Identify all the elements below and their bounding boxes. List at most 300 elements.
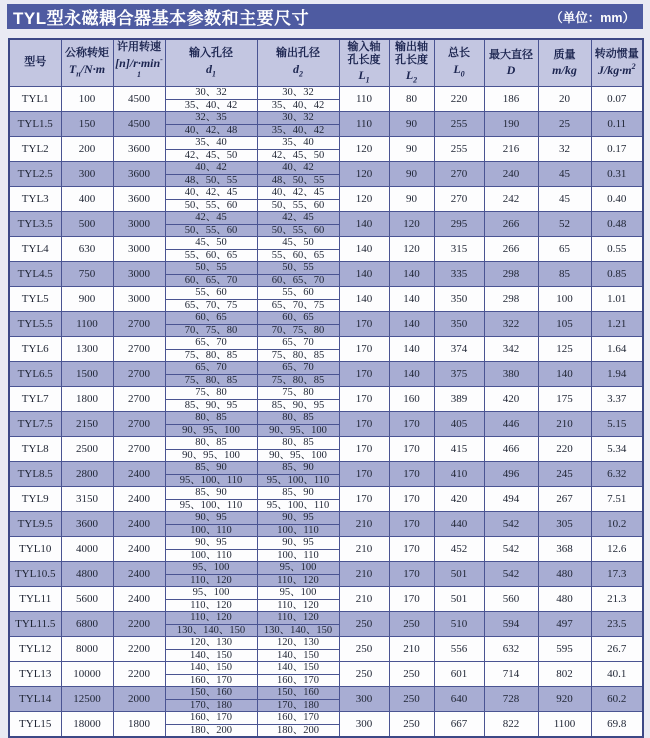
cell-total-length: 335: [434, 262, 484, 287]
cell-output-bore: 40、42 48、50、55: [257, 162, 339, 187]
table-row-TYL11: [9, 587, 643, 612]
cell-inertia: 6.32: [591, 462, 643, 487]
cell-input-shaft-length: 110: [339, 87, 389, 112]
column-header-3: 许用转速 $[n]/r\cdot\min^{-1}$: [113, 39, 165, 87]
cell-input-shaft-length: 110: [339, 112, 389, 137]
cell-model: TYL4.5: [9, 262, 61, 287]
column-header-9: 最大直径 D: [484, 39, 538, 87]
cell-torque: 3600: [61, 512, 113, 537]
cell-total-length: 350: [434, 287, 484, 312]
table-row-TYL10.5: [9, 562, 643, 587]
cell-total-length: 452: [434, 537, 484, 562]
cell-input-shaft-length: 210: [339, 562, 389, 587]
cell-speed: 3600: [113, 187, 165, 212]
title-bar: [7, 4, 643, 29]
cell-speed: 2400: [113, 462, 165, 487]
cell-output-shaft-length: 170: [389, 562, 434, 587]
cell-inertia: 0.40: [591, 187, 643, 212]
cell-speed: 2700: [113, 337, 165, 362]
cell-input-shaft-length: 170: [339, 362, 389, 387]
column-header-10: 质量 m/kg: [538, 39, 591, 87]
cell-output-shaft-length: 140: [389, 287, 434, 312]
column-header-4: 输入孔径 $d_1$: [165, 39, 257, 87]
table-header-row: [9, 39, 643, 87]
table-row-TYL2: [9, 137, 643, 162]
cell-input-bore: 40、42、45 50、55、60: [165, 187, 257, 212]
cell-torque: 10000: [61, 662, 113, 687]
cell-input-shaft-length: 170: [339, 337, 389, 362]
cell-speed: 2400: [113, 537, 165, 562]
cell-inertia: 0.07: [591, 87, 643, 112]
cell-input-bore: 85、90 95、100、110: [165, 487, 257, 512]
cell-speed: 2400: [113, 512, 165, 537]
cell-output-bore: 50、55 60、65、70: [257, 262, 339, 287]
cell-inertia: 10.2: [591, 512, 643, 537]
cell-mass: 480: [538, 562, 591, 587]
cell-max-diameter: 380: [484, 362, 538, 387]
cell-total-length: 270: [434, 162, 484, 187]
cell-output-shaft-length: 120: [389, 237, 434, 262]
cell-inertia: 21.3: [591, 587, 643, 612]
cell-mass: 245: [538, 462, 591, 487]
cell-total-length: 350: [434, 312, 484, 337]
cell-output-shaft-length: 90: [389, 187, 434, 212]
cell-speed: 2700: [113, 412, 165, 437]
table-row-TYL8: [9, 437, 643, 462]
table-row-TYL4.5: [9, 262, 643, 287]
cell-model: TYL3: [9, 187, 61, 212]
cell-total-length: 556: [434, 637, 484, 662]
cell-model: TYL7: [9, 387, 61, 412]
cell-inertia: 7.51: [591, 487, 643, 512]
cell-total-length: 295: [434, 212, 484, 237]
cell-speed: 4500: [113, 112, 165, 137]
table-row-TYL6: [9, 337, 643, 362]
cell-inertia: 12.6: [591, 537, 643, 562]
cell-input-bore: 35、40 42、45、50: [165, 137, 257, 162]
cell-output-bore: 90、95 100、110: [257, 512, 339, 537]
cell-output-bore: 85、90 95、100、110: [257, 462, 339, 487]
cell-input-bore: 45、50 55、60、65: [165, 237, 257, 262]
cell-model: TYL13: [9, 662, 61, 687]
cell-speed: 2700: [113, 312, 165, 337]
cell-max-diameter: 266: [484, 212, 538, 237]
table-row-TYL7: [9, 387, 643, 412]
cell-output-bore: 65、70 75、80、85: [257, 362, 339, 387]
cell-torque: 500: [61, 212, 113, 237]
cell-output-shaft-length: 170: [389, 412, 434, 437]
page-title: TYL型永磁耦合器基本参数和主要尺寸: [13, 9, 310, 28]
cell-mass: 100: [538, 287, 591, 312]
cell-output-bore: 30、32 35、40、42: [257, 112, 339, 137]
cell-output-bore: 95、100 110、120: [257, 562, 339, 587]
cell-torque: 1500: [61, 362, 113, 387]
cell-output-bore: 140、150 160、170: [257, 662, 339, 687]
cell-output-bore: 110、120 130、140、150: [257, 612, 339, 637]
cell-output-bore: 120、130 140、150: [257, 637, 339, 662]
cell-model: TYL8.5: [9, 462, 61, 487]
cell-input-bore: 60、65 70、75、80: [165, 312, 257, 337]
cell-inertia: 0.85: [591, 262, 643, 287]
cell-speed: 2400: [113, 587, 165, 612]
cell-max-diameter: 342: [484, 337, 538, 362]
cell-input-bore: 40、42 48、50、55: [165, 162, 257, 187]
cell-inertia: 0.17: [591, 137, 643, 162]
cell-torque: 6800: [61, 612, 113, 637]
column-header-2: 公称转矩 $T_n/N\cdot m$: [61, 39, 113, 87]
cell-mass: 1100: [538, 712, 591, 738]
cell-total-length: 410: [434, 462, 484, 487]
cell-output-shaft-length: 170: [389, 487, 434, 512]
cell-model: TYL9: [9, 487, 61, 512]
cell-inertia: 0.31: [591, 162, 643, 187]
cell-inertia: 0.11: [591, 112, 643, 137]
table-row-TYL14: [9, 687, 643, 712]
cell-output-bore: 30、32 35、40、42: [257, 87, 339, 112]
cell-output-shaft-length: 250: [389, 662, 434, 687]
cell-input-shaft-length: 120: [339, 137, 389, 162]
column-header-6: 输入轴 孔长度 $L_1$: [339, 39, 389, 87]
cell-total-length: 420: [434, 487, 484, 512]
table-row-TYL6.5: [9, 362, 643, 387]
cell-input-shaft-length: 120: [339, 187, 389, 212]
cell-model: TYL9.5: [9, 512, 61, 537]
cell-model: TYL5.5: [9, 312, 61, 337]
cell-speed: 2400: [113, 562, 165, 587]
cell-mass: 595: [538, 637, 591, 662]
table-row-TYL2.5: [9, 162, 643, 187]
cell-input-shaft-length: 250: [339, 637, 389, 662]
cell-input-bore: 42、45 50、55、60: [165, 212, 257, 237]
cell-mass: 920: [538, 687, 591, 712]
cell-speed: 3000: [113, 237, 165, 262]
cell-max-diameter: 632: [484, 637, 538, 662]
cell-mass: 105: [538, 312, 591, 337]
cell-output-bore: 160、170 180、200: [257, 712, 339, 738]
table-row-TYL15: [9, 712, 643, 738]
cell-mass: 210: [538, 412, 591, 437]
cell-total-length: 667: [434, 712, 484, 738]
cell-output-shaft-length: 140: [389, 262, 434, 287]
cell-max-diameter: 298: [484, 287, 538, 312]
cell-torque: 2150: [61, 412, 113, 437]
cell-output-bore: 75、80 85、90、95: [257, 387, 339, 412]
cell-inertia: 1.64: [591, 337, 643, 362]
cell-speed: 3600: [113, 137, 165, 162]
cell-max-diameter: 542: [484, 512, 538, 537]
cell-total-length: 501: [434, 587, 484, 612]
cell-input-bore: 90、95 100、110: [165, 537, 257, 562]
cell-input-bore: 150、160 170、180: [165, 687, 257, 712]
table-row-TYL12: [9, 637, 643, 662]
column-header-8: 总长 $L_0$: [434, 39, 484, 87]
cell-model: TYL4: [9, 237, 61, 262]
cell-input-bore: 55、60 65、70、75: [165, 287, 257, 312]
cell-input-bore: 30、32 35、40、42: [165, 87, 257, 112]
cell-torque: 150: [61, 112, 113, 137]
cell-torque: 8000: [61, 637, 113, 662]
cell-input-shaft-length: 170: [339, 437, 389, 462]
cell-inertia: 60.2: [591, 687, 643, 712]
cell-total-length: 501: [434, 562, 484, 587]
table-row-TYL11.5: [9, 612, 643, 637]
cell-output-shaft-length: 140: [389, 362, 434, 387]
cell-output-shaft-length: 160: [389, 387, 434, 412]
cell-input-shaft-length: 120: [339, 162, 389, 187]
cell-input-shaft-length: 300: [339, 712, 389, 738]
cell-output-bore: 90、95 100、110: [257, 537, 339, 562]
cell-max-diameter: 542: [484, 537, 538, 562]
cell-model: TYL7.5: [9, 412, 61, 437]
cell-model: TYL1.5: [9, 112, 61, 137]
cell-total-length: 389: [434, 387, 484, 412]
cell-total-length: 270: [434, 187, 484, 212]
cell-speed: 2200: [113, 612, 165, 637]
cell-input-shaft-length: 300: [339, 687, 389, 712]
cell-total-length: 640: [434, 687, 484, 712]
cell-model: TYL6.5: [9, 362, 61, 387]
cell-input-shaft-length: 140: [339, 212, 389, 237]
cell-model: TYL2.5: [9, 162, 61, 187]
cell-output-shaft-length: 250: [389, 612, 434, 637]
cell-torque: 1800: [61, 387, 113, 412]
cell-input-bore: 160、170 180、200: [165, 712, 257, 738]
cell-mass: 25: [538, 112, 591, 137]
cell-total-length: 415: [434, 437, 484, 462]
cell-max-diameter: 714: [484, 662, 538, 687]
cell-mass: 45: [538, 162, 591, 187]
cell-output-shaft-length: 80: [389, 87, 434, 112]
cell-torque: 630: [61, 237, 113, 262]
cell-max-diameter: 242: [484, 187, 538, 212]
cell-output-shaft-length: 140: [389, 337, 434, 362]
cell-model: TYL11.5: [9, 612, 61, 637]
cell-input-bore: 95、100 110、120: [165, 587, 257, 612]
cell-speed: 3000: [113, 212, 165, 237]
cell-output-bore: 65、70 75、80、85: [257, 337, 339, 362]
cell-max-diameter: 216: [484, 137, 538, 162]
cell-input-shaft-length: 250: [339, 612, 389, 637]
cell-input-shaft-length: 140: [339, 287, 389, 312]
cell-mass: 368: [538, 537, 591, 562]
cell-input-bore: 140、150 160、170: [165, 662, 257, 687]
cell-mass: 267: [538, 487, 591, 512]
cell-inertia: 17.3: [591, 562, 643, 587]
cell-input-bore: 65、70 75、80、85: [165, 337, 257, 362]
cell-mass: 125: [538, 337, 591, 362]
cell-torque: 300: [61, 162, 113, 187]
cell-max-diameter: 420: [484, 387, 538, 412]
table-row-TYL10: [9, 537, 643, 562]
cell-max-diameter: 466: [484, 437, 538, 462]
cell-model: TYL14: [9, 687, 61, 712]
table-body: [9, 87, 643, 738]
cell-output-shaft-length: 170: [389, 462, 434, 487]
spec-table: [8, 38, 644, 738]
cell-output-bore: 45、50 55、60、65: [257, 237, 339, 262]
cell-inertia: 0.48: [591, 212, 643, 237]
cell-input-bore: 75、80 85、90、95: [165, 387, 257, 412]
cell-total-length: 510: [434, 612, 484, 637]
cell-input-bore: 50、55 60、65、70: [165, 262, 257, 287]
cell-max-diameter: 322: [484, 312, 538, 337]
cell-output-bore: 55、60 65、70、75: [257, 287, 339, 312]
cell-input-bore: 120、130 140、150: [165, 637, 257, 662]
cell-inertia: 1.94: [591, 362, 643, 387]
cell-max-diameter: 560: [484, 587, 538, 612]
cell-max-diameter: 446: [484, 412, 538, 437]
column-header-5: 输出孔径 $d_2$: [257, 39, 339, 87]
cell-output-shaft-length: 250: [389, 687, 434, 712]
cell-output-shaft-length: 120: [389, 212, 434, 237]
cell-max-diameter: 266: [484, 237, 538, 262]
table-row-TYL3: [9, 187, 643, 212]
cell-input-shaft-length: 250: [339, 662, 389, 687]
cell-max-diameter: 494: [484, 487, 538, 512]
cell-output-bore: 40、42、45 50、55、60: [257, 187, 339, 212]
cell-total-length: 374: [434, 337, 484, 362]
cell-mass: 220: [538, 437, 591, 462]
cell-torque: 18000: [61, 712, 113, 738]
cell-input-shaft-length: 210: [339, 537, 389, 562]
cell-inertia: 5.15: [591, 412, 643, 437]
cell-speed: 2400: [113, 487, 165, 512]
table-row-TYL13: [9, 662, 643, 687]
cell-inertia: 1.21: [591, 312, 643, 337]
cell-input-shaft-length: 170: [339, 387, 389, 412]
cell-mass: 85: [538, 262, 591, 287]
cell-max-diameter: 728: [484, 687, 538, 712]
table-row-TYL8.5: [9, 462, 643, 487]
column-header-1: 型号: [9, 39, 61, 87]
cell-torque: 2500: [61, 437, 113, 462]
cell-output-shaft-length: 170: [389, 437, 434, 462]
cell-input-bore: 80、85 90、95、100: [165, 412, 257, 437]
cell-max-diameter: 190: [484, 112, 538, 137]
table-row-TYL9: [9, 487, 643, 512]
cell-torque: 5600: [61, 587, 113, 612]
cell-speed: 2700: [113, 362, 165, 387]
cell-mass: 480: [538, 587, 591, 612]
cell-output-shaft-length: 250: [389, 712, 434, 738]
cell-input-bore: 65、70 75、80、85: [165, 362, 257, 387]
cell-mass: 20: [538, 87, 591, 112]
cell-torque: 750: [61, 262, 113, 287]
cell-max-diameter: 186: [484, 87, 538, 112]
cell-input-bore: 95、100 110、120: [165, 562, 257, 587]
cell-total-length: 405: [434, 412, 484, 437]
cell-model: TYL10: [9, 537, 61, 562]
cell-inertia: 1.01: [591, 287, 643, 312]
cell-torque: 2800: [61, 462, 113, 487]
cell-speed: 2200: [113, 637, 165, 662]
cell-mass: 305: [538, 512, 591, 537]
cell-speed: 3000: [113, 262, 165, 287]
cell-output-bore: 60、65 70、75、80: [257, 312, 339, 337]
cell-model: TYL6: [9, 337, 61, 362]
cell-output-shaft-length: 170: [389, 512, 434, 537]
cell-model: TYL1: [9, 87, 61, 112]
cell-torque: 4800: [61, 562, 113, 587]
cell-model: TYL5: [9, 287, 61, 312]
cell-inertia: 0.55: [591, 237, 643, 262]
cell-max-diameter: 496: [484, 462, 538, 487]
table-row-TYL3.5: [9, 212, 643, 237]
cell-output-bore: 95、100 110、120: [257, 587, 339, 612]
cell-mass: 175: [538, 387, 591, 412]
cell-torque: 900: [61, 287, 113, 312]
cell-max-diameter: 594: [484, 612, 538, 637]
cell-input-shaft-length: 210: [339, 587, 389, 612]
cell-input-shaft-length: 170: [339, 412, 389, 437]
cell-total-length: 601: [434, 662, 484, 687]
cell-model: TYL2: [9, 137, 61, 162]
cell-torque: 1300: [61, 337, 113, 362]
cell-input-shaft-length: 170: [339, 312, 389, 337]
cell-input-bore: 85、90 95、100、110: [165, 462, 257, 487]
cell-model: TYL3.5: [9, 212, 61, 237]
cell-max-diameter: 822: [484, 712, 538, 738]
cell-torque: 12500: [61, 687, 113, 712]
cell-input-shaft-length: 210: [339, 512, 389, 537]
cell-model: TYL10.5: [9, 562, 61, 587]
cell-speed: 3600: [113, 162, 165, 187]
cell-output-bore: 35、40 42、45、50: [257, 137, 339, 162]
cell-inertia: 26.7: [591, 637, 643, 662]
column-header-11: 转动惯量 $J/kg\cdot m^2$: [591, 39, 643, 87]
cell-output-shaft-length: 170: [389, 537, 434, 562]
unit-note: （单位：mm）: [550, 10, 635, 25]
cell-output-shaft-length: 170: [389, 587, 434, 612]
cell-input-shaft-length: 140: [339, 262, 389, 287]
table-row-TYL1.5: [9, 112, 643, 137]
cell-output-shaft-length: 90: [389, 112, 434, 137]
cell-torque: 100: [61, 87, 113, 112]
cell-max-diameter: 542: [484, 562, 538, 587]
table-header: [9, 39, 643, 87]
cell-inertia: 69.8: [591, 712, 643, 738]
cell-mass: 32: [538, 137, 591, 162]
cell-model: TYL15: [9, 712, 61, 738]
cell-torque: 1100: [61, 312, 113, 337]
cell-output-bore: 150、160 170、180: [257, 687, 339, 712]
cell-inertia: 40.1: [591, 662, 643, 687]
cell-input-bore: 110、120 130、140、150: [165, 612, 257, 637]
cell-total-length: 315: [434, 237, 484, 262]
cell-input-shaft-length: 170: [339, 462, 389, 487]
cell-model: TYL11: [9, 587, 61, 612]
cell-inertia: 23.5: [591, 612, 643, 637]
cell-max-diameter: 240: [484, 162, 538, 187]
cell-input-bore: 90、95 100、110: [165, 512, 257, 537]
cell-mass: 140: [538, 362, 591, 387]
cell-mass: 45: [538, 187, 591, 212]
cell-model: TYL8: [9, 437, 61, 462]
cell-total-length: 255: [434, 137, 484, 162]
cell-output-bore: 80、85 90、95、100: [257, 437, 339, 462]
table-row-TYL7.5: [9, 412, 643, 437]
cell-torque: 400: [61, 187, 113, 212]
table-row-TYL5.5: [9, 312, 643, 337]
cell-mass: 52: [538, 212, 591, 237]
table-row-TYL4: [9, 237, 643, 262]
cell-speed: 2700: [113, 437, 165, 462]
cell-total-length: 220: [434, 87, 484, 112]
cell-output-shaft-length: 90: [389, 137, 434, 162]
cell-mass: 802: [538, 662, 591, 687]
cell-total-length: 255: [434, 112, 484, 137]
table-row-TYL5: [9, 287, 643, 312]
